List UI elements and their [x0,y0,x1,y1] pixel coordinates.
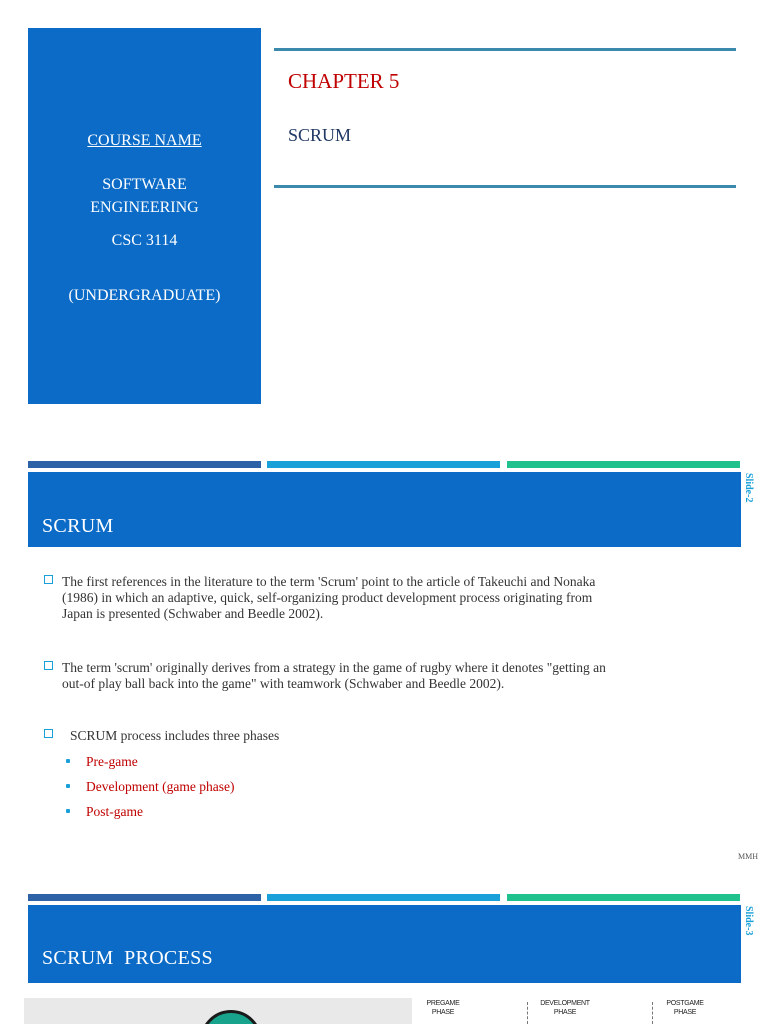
figure-phase-pregame: PREGAME PHASE [426,1000,460,1016]
bullet-line: (1986) in which an adaptive, quick, self-organizing product development process originating from [62,590,593,605]
bullet-line: Japan is presented (Schwaber and Beedle 2002). [62,606,324,621]
bullet-item [44,660,744,692]
bullet-line: out-of play ball back into the game" with teamwork (Schwaber and Beedle 2002). [62,676,505,691]
title-banner [28,472,741,547]
course-title [28,173,261,219]
course-info-panel [28,28,261,404]
course-title-line1: SOFTWARE [102,176,187,193]
footer-author: MMH [738,852,759,861]
course-code: CSC 3114 [111,232,178,249]
header-bar-dark-blue [28,894,261,901]
square-bullet-icon [44,729,53,738]
bullet-line: SCRUM process includes three phases [70,728,280,743]
course-name-label: COURSE NAME [87,132,202,149]
course-title-line2: ENGINEERING [90,199,199,216]
header-bar-green [507,461,740,468]
bottom-divider [274,185,736,188]
phase-divider [527,1002,528,1024]
slide-title: SCRUM PROCESS [42,947,213,969]
square-bullet-icon [44,575,53,584]
figure-phase-postgame: POSTGAME PHASE [666,1000,704,1016]
process-cycle-circle [200,1010,262,1024]
phase-divider [652,1002,653,1024]
chapter-title: CHAPTER 5 [288,69,400,93]
course-level: (UNDERGRADUATE) [68,287,221,304]
title-banner [28,905,741,983]
slide-number: Slide-2 [743,473,754,503]
bullet-line: The first references in the literature to the term 'Scrum' point to the article of Takeuchi and Nonaka [62,574,596,589]
bullet-line: The term 'scrum' originally derives from a strategy in the game of rugby where it denotes "getting an [62,660,606,675]
dot-bullet-icon [66,784,70,788]
phase-item-postgame: Post-game [66,803,143,821]
slide-title: SCRUM [42,515,114,537]
header-bar-green [507,894,740,901]
phase-item-pregame: Pre-game [66,753,138,771]
square-bullet-icon [44,661,53,670]
phase-item-development: Development (game phase) [66,778,234,796]
figure-phase-development: DEVELOPMENT PHASE [540,1000,590,1016]
header-bar-light-blue [267,461,500,468]
header-bar-light-blue [267,894,500,901]
header-bar-dark-blue [28,461,261,468]
dot-bullet-icon [66,809,70,813]
top-divider [274,48,736,51]
bullet-item [44,574,744,622]
slide-number: Slide-3 [743,906,754,936]
dot-bullet-icon [66,759,70,763]
scrum-process-figure [24,998,412,1024]
bullet-item [44,728,744,744]
chapter-subtitle: SCRUM [288,125,352,145]
